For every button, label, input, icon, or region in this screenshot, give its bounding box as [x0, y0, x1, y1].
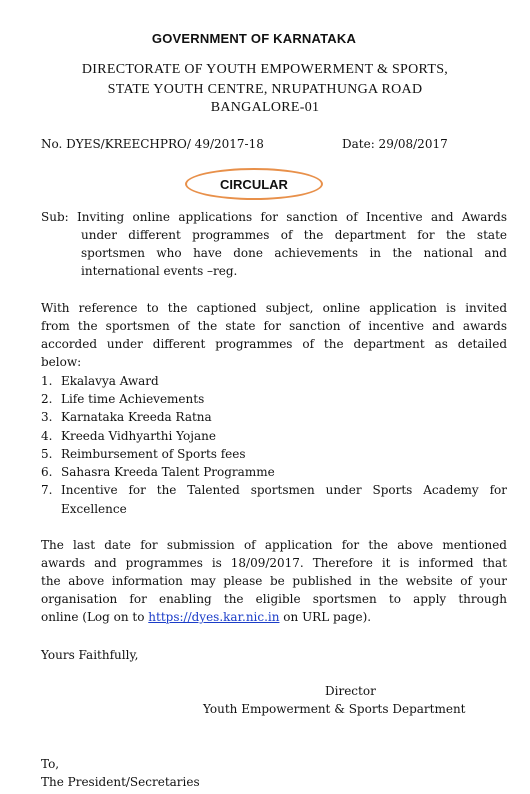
recipient-to: To,	[41, 757, 60, 771]
closing-line: The last date for submission of application for the above mentioned	[41, 538, 507, 552]
list-item: Karnataka Kreeda Ratna	[61, 410, 212, 424]
signoff: Yours Faithfully,	[41, 648, 139, 662]
list-item-number: 5.	[41, 447, 53, 461]
list-item-number: 2.	[41, 392, 53, 406]
list-item-number: 3.	[41, 410, 53, 424]
closing-suffix: on URL page).	[279, 610, 372, 624]
intro-line: With reference to the captioned subject, online application is invited	[41, 301, 507, 315]
list-item-number: 4.	[41, 429, 53, 443]
intro-line: from the sportsmen of the state for sanction of incentive and awards	[41, 319, 507, 333]
signatory-title: Director	[325, 684, 376, 698]
directorate-city: BANGALORE-01	[210, 100, 320, 115]
subject-line: Sub: Inviting online applications for sanction of Incentive and Awards	[41, 210, 507, 224]
intro-line: below:	[41, 355, 82, 369]
closing-line: awards and programmes is 18/09/2017. Therefore it is informed that	[41, 556, 507, 570]
list-item: Kreeda Vidhyarthi Yojane	[61, 429, 216, 443]
government-heading: GOVERNMENT OF KARNATAKA	[151, 31, 357, 46]
circular-date: Date: 29/08/2017	[342, 137, 448, 151]
subject-block	[41, 208, 507, 280]
directorate-address: STATE YOUTH CENTRE, NRUPATHUNGA ROAD	[107, 82, 423, 97]
reference-number: No. DYES/KREECHPRO/ 49/2017-18	[41, 137, 264, 151]
list-item: Ekalavya Award	[61, 374, 159, 388]
list-item-continuation: Excellence	[61, 502, 127, 516]
list-item: Incentive for the Talented sportsmen under Sports Academy for	[61, 483, 507, 497]
intro-line: accorded under different programmes of the department as detailed	[41, 337, 507, 351]
closing-line: organisation for enabling the eligible sportsmen to apply through	[41, 592, 507, 606]
list-item: Life time Achievements	[61, 392, 205, 406]
circular-label: CIRCULAR	[220, 176, 288, 192]
recipient-name: The President/Secretaries	[41, 775, 200, 789]
closing-last-line	[41, 608, 507, 626]
closing-paragraph	[41, 536, 507, 626]
list-item-number: 7.	[41, 483, 53, 497]
circular-badge	[185, 168, 323, 200]
subject-line: sportsmen who have done achievements in the national and	[81, 246, 507, 260]
list-item-number: 1.	[41, 374, 53, 388]
subject-line: under different programmes of the department for the state	[81, 228, 507, 242]
list-item: Sahasra Kreeda Talent Programme	[61, 465, 275, 479]
list-item: Reimbursement of Sports fees	[61, 447, 246, 461]
website-link[interactable]: https://dyes.kar.nic.in	[148, 610, 280, 624]
subject-line: international events –reg.	[81, 264, 238, 278]
signatory-department: Youth Empowerment & Sports Department	[203, 702, 466, 716]
closing-prefix: online (Log on to	[41, 610, 149, 624]
list-item-number: 6.	[41, 465, 53, 479]
intro-paragraph	[41, 299, 507, 371]
directorate-name: DIRECTORATE OF YOUTH EMPOWERMENT & SPORTS,	[81, 62, 449, 77]
closing-line: the above information may please be published in the website of your	[41, 574, 507, 588]
